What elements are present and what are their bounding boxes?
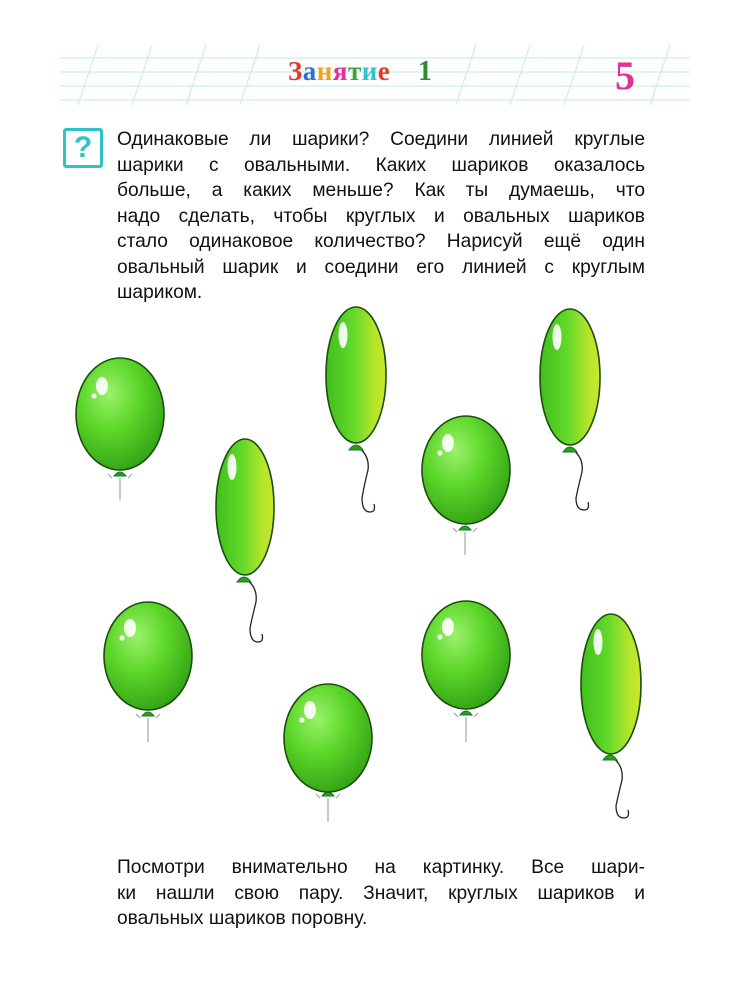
answer-text bbox=[117, 855, 645, 932]
oval-balloon bbox=[540, 309, 600, 510]
oval-balloon bbox=[581, 614, 641, 818]
answer-line: Посмотри внимательно на картинку. Все шари- bbox=[117, 857, 645, 878]
round-balloon bbox=[76, 358, 164, 500]
oval-balloon bbox=[216, 439, 274, 642]
lesson-title-letter: е bbox=[377, 56, 391, 86]
round-balloon bbox=[104, 602, 192, 742]
task-line: шарики с овальными. Каких шариков оказалось bbox=[117, 154, 645, 176]
answer-line: овальных шариков поровну. bbox=[117, 908, 368, 929]
lesson-title-letter: а bbox=[302, 56, 317, 86]
round-balloon bbox=[422, 416, 510, 555]
lesson-title-letter: З bbox=[288, 56, 303, 86]
oval-balloon bbox=[326, 307, 386, 512]
round-balloon bbox=[422, 601, 510, 742]
round-balloon bbox=[284, 684, 372, 822]
lesson-number: 1 bbox=[418, 56, 432, 87]
lesson-title-letter: и bbox=[361, 56, 378, 86]
lesson-title-letter: т bbox=[347, 56, 362, 86]
answer-line: ки нашли свою пару. Значит, круглых шариков и bbox=[117, 882, 645, 904]
question-mark: ? bbox=[73, 131, 93, 164]
page-number: 5 bbox=[615, 53, 635, 98]
task-line: овальный шарик и соедини его линией с круглым bbox=[117, 256, 645, 278]
task-line: надо сделать, чтобы круглых и овальных шариков bbox=[117, 205, 645, 227]
lesson-title-letter: я bbox=[332, 56, 348, 86]
lesson-title-letter: н bbox=[316, 56, 333, 86]
task-line: Одинаковые ли шарики? Соедини линией круглые bbox=[117, 129, 645, 150]
task-line: стало одинаковое количество? Нарисуй ещё один bbox=[117, 231, 645, 252]
task-line: больше, а каких меньше? Как ты думаешь, что bbox=[117, 180, 645, 201]
task-line: шариком. bbox=[117, 282, 203, 303]
